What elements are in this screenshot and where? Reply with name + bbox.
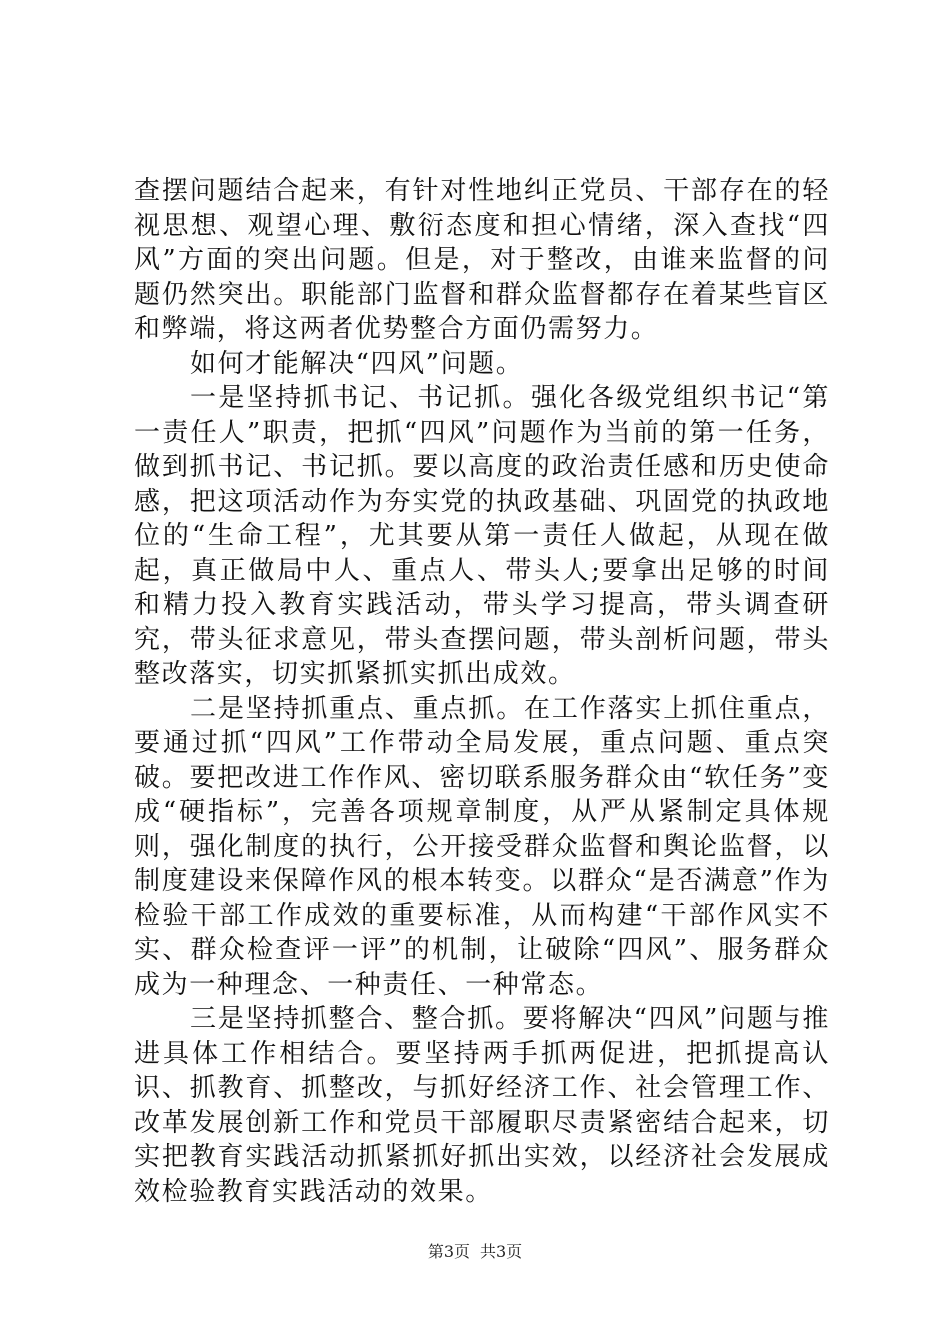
paragraph-point-one: 一是坚持抓书记、书记抓。强化各级党组织书记“第一责任人”职责，把抓“四风”问题作为当前的第一任务，做到抓书记、书记抓。要以高度的政治责任感和历史使命感，把这项活动作为夯实党的执政基础、巩固党的执政地位的“生命工程”，尤其要从第一责任人做起，从现在做起，真正做局中人、重点人、带头人;要拿出足够的时间和精力投入教育实践活动，带头学习提高，带头调查研究，带头征求意见，带头查摆问题，带头剖析问题，带头整改落实，切实抓紧抓实抓出成效。 (134, 383, 830, 689)
page-number-current: 第3页 (427, 1242, 470, 1261)
paragraph-question: 如何才能解决“四风”问题。 (190, 348, 524, 379)
paragraph-point-two: 二是坚持抓重点、重点抓。在工作落实上抓住重点，要通过抓“四风”工作带动全局发展，重点问题、重点突破。要把改进工作作风、密切联系服务群众由“软任务”变成“硬指标”，完善各项规章制度，从严从紧制定具体规则，强化制度的执行，公开接受群众监督和舆论监督，以制度建设来保障作风的根本转变。以群众“是否满意”作为检验干部工作成效的重要标准，从而构建“干部作风实不实、群众检查评一评”的机制，让破除“四风”、服务群众成为一种理念、一种责任、一种常态。 (134, 693, 830, 1000)
paragraph-continuation: 查摆问题结合起来，有针对性地纠正党员、干部存在的轻视思想、观望心理、敷衍态度和担心情绪，深入查找“四风”方面的突出问题。但是，对于整改，由谁来监督的问题仍然突出。职能部门监督和群众监督都存在着某些盲区和弊端，将这两者优势整合方面仍需努力。 (134, 176, 830, 344)
page-number-total: 共3页 (480, 1242, 523, 1261)
page-footer (0, 1242, 950, 1262)
document-body (134, 174, 830, 1209)
paragraph-point-three: 三是坚持抓整合、整合抓。要将解决“四风”问题与推进具体工作相结合。要坚持两手抓两促进，把抓提高认识、抓教育、抓整改，与抓好经济工作、社会管理工作、改革发展创新工作和党员干部履职尽责紧密结合起来，切实把教育实践活动抓紧抓好抓出实效，以经济社会发展成效检验教育实践活动的效果。 (134, 1004, 830, 1207)
